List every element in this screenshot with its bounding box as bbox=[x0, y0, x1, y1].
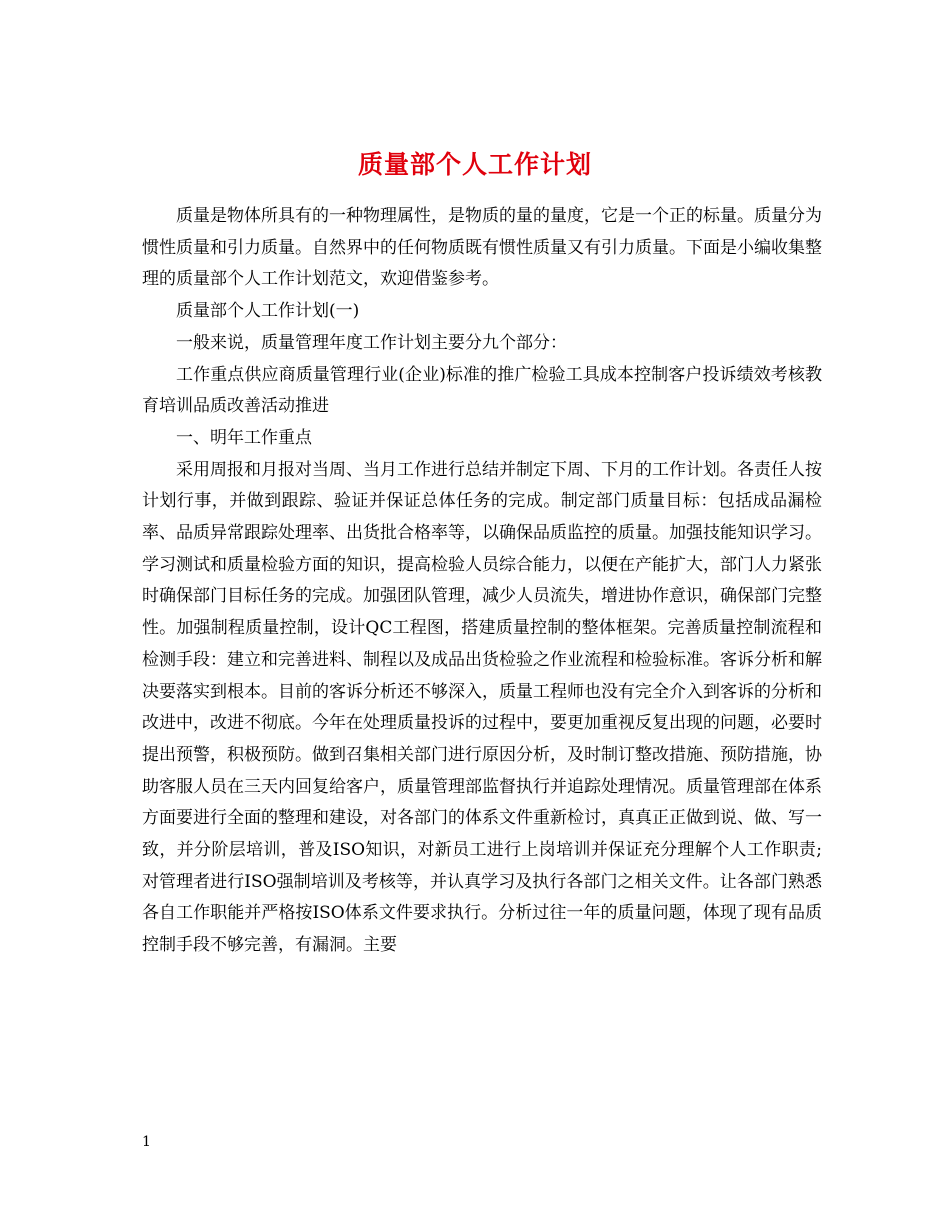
paragraph-main-content: 采用周报和月报对当周、当月工作进行总结并制定下周、下月的工作计划。各责任人按计划行事，并做到跟踪、验证并保证总体任务的完成。制定部门质量目标：包括成品漏检率、品质异常跟踪处理率、出货批合格率等，以确保品质监控的质量。加强技能知识学习。学习测试和质量检验方面的知识，提高检验人员综合能力，以便在产能扩大，部门人力紧张时确保部门目标任务的完成。加强团队管理，减少人员流失，增进协作意识，确保部门完整性。加强制程质量控制，设计QC工程图，搭建质量控制的整体框架。完善质量控制流程和检测手段：建立和完善进料、制程以及成品出货检验之作业流程和检验标准。客诉分析和解决要落实到根本。目前的客诉分析还不够深入，质量工程师也没有完全介入到客诉的分析和改进中，改进不彻底。今年在处理质量投诉的过程中，要更加重视反复出现的问题，必要时提出预警，积极预防。做到召集相关部门进行原因分析，及时制订整改措施、预防措施，协助客服人员在三天内回复给客户，质量管理部监督执行并追踪处理情况。质量管理部在体系方面要进行全面的整理和建设，对各部门的体系文件重新检讨，真真正正做到说、做、写一致，并分阶层培训，普及ISO知识，对新员工进行上岗培训并保证充分理解个人工作职责;对管理者进行ISO强制培训及考核等，并认真学习及执行各部门之相关文件。让各部门熟悉各自工作职能并严格按ISO体系文件要求执行。分析过往一年的质量问题，体现了现有品质控制手段不够完善，有漏洞。主要 bbox=[142, 459, 822, 956]
paragraph-subheading: 一、明年工作重点 bbox=[176, 427, 312, 448]
document-title: 质量部个人工作计划 bbox=[357, 149, 592, 179]
document-body bbox=[142, 201, 822, 962]
paragraph-section-heading: 质量部个人工作计划(一) bbox=[176, 301, 360, 322]
paragraph-key-points: 工作重点供应商质量管理行业(企业)标准的推广检验工具成本控制客户投诉绩效考核教育培训品质改善活动推进 bbox=[142, 364, 822, 417]
paragraph-intro: 质量是物体所具有的一种物理属性，是物质的量的量度，它是一个正的标量。质量分为惯性质量和引力质量。自然界中的任何物质既有惯性质量又有引力质量。下面是小编收集整理的质量部个人工作计划范文，欢迎借鉴参考。 bbox=[142, 206, 822, 290]
page-number: 1 bbox=[142, 1134, 151, 1150]
paragraph-overview: 一般来说，质量管理年度工作计划主要分九个部分： bbox=[176, 332, 567, 353]
